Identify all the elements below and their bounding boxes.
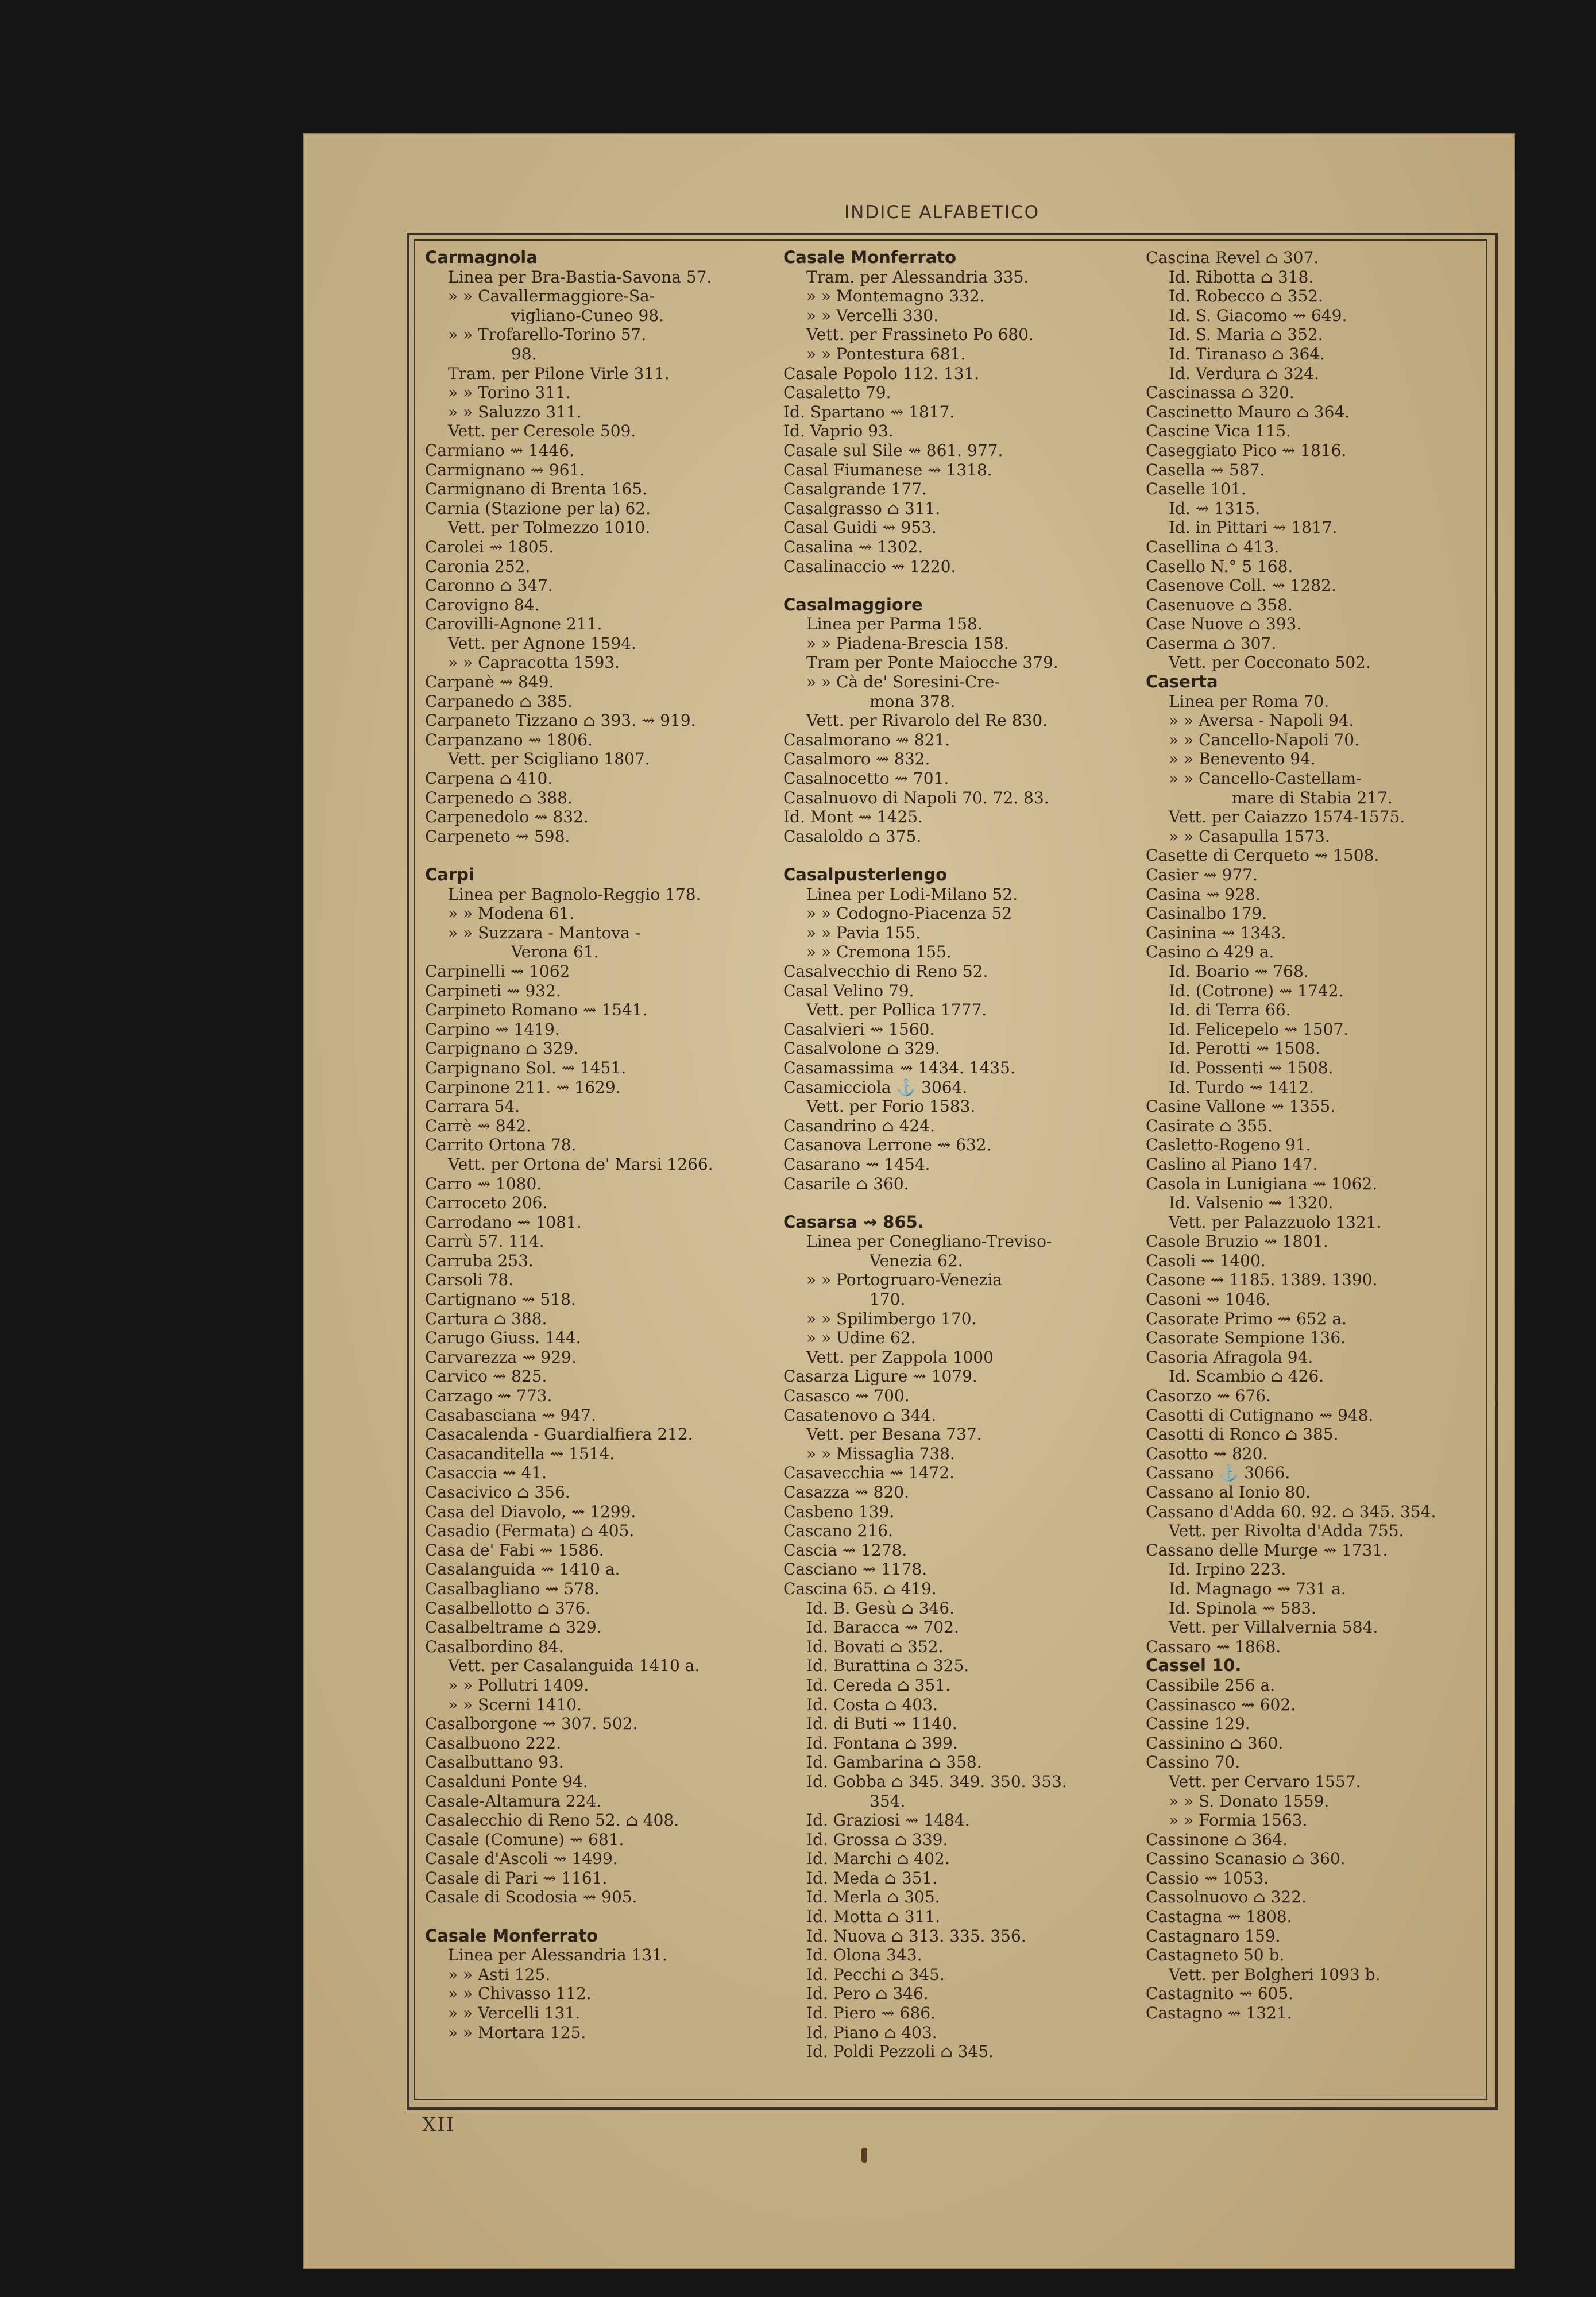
index-entry: Id. Costa ⌂ 403. <box>806 1695 938 1714</box>
index-entry: Id. Tiranaso ⌂ 364. <box>1169 344 1325 364</box>
index-entry: Carpineti ⇝ 932. <box>425 981 561 1000</box>
index-entry: Carpaneto Tizzano ⌂ 393. ⇝ 919. <box>425 711 696 730</box>
index-entry: Carsoli 78. <box>425 1270 514 1290</box>
index-entry: » » Benevento 94. <box>1169 749 1316 769</box>
index-entry: Carpinelli ⇝ 1062 <box>425 961 570 981</box>
index-entry: Carpenedolo ⇝ 832. <box>425 807 589 827</box>
index-entry: Casazza ⇝ 820. <box>783 1483 909 1502</box>
index-entry: Cascine Vica 115. <box>1146 421 1291 441</box>
index-heading: Casale Monferrato <box>783 248 957 267</box>
index-entry: Casale sul Sile ⇝ 861. 977. <box>783 440 1003 460</box>
index-entry: Id. Spartano ⇝ 1817. <box>783 402 955 421</box>
index-entry: » » Montemagno 332. <box>806 287 985 306</box>
index-entry: Cassolnuovo ⌂ 322. <box>1146 1888 1307 1907</box>
index-entry: Tram per Ponte Maiocche 379. <box>806 653 1058 672</box>
spacer <box>783 576 1128 595</box>
index-entry: Casale d'Ascoli ⇝ 1499. <box>425 1849 618 1869</box>
index-entry: Cascina Revel ⌂ 307. <box>1146 248 1319 267</box>
index-entry: Tram. per Pilone Virle 311. <box>448 364 670 383</box>
index-entry: Casoni ⇝ 1046. <box>1146 1290 1271 1309</box>
index-entry: Id. in Pittari ⇝ 1817. <box>1169 518 1338 537</box>
index-heading: Casalpusterlengo <box>783 865 948 884</box>
index-entry: » » Casapulla 1573. <box>1169 826 1330 846</box>
index-entry: Caronno ⌂ 347. <box>425 576 553 595</box>
index-entry: » » Cà de' Soresini-Cre- <box>806 672 1000 692</box>
index-entry: Casirate ⌂ 355. <box>1146 1116 1273 1135</box>
index-entry: Id. Gambarina ⌂ 358. <box>806 1753 982 1772</box>
index-entry: Id. Turdo ⇝ 1412. <box>1169 1077 1315 1097</box>
index-entry: 170. <box>870 1290 906 1309</box>
index-entry: Carpenedo ⌂ 388. <box>425 788 573 807</box>
index-entry: Casarano ⇝ 1454. <box>783 1154 930 1174</box>
index-entry: » » Piadena-Brescia 158. <box>806 633 1009 653</box>
index-entry: Casinina ⇝ 1343. <box>1146 923 1286 942</box>
index-entry: Id. Magnago ⇝ 731 a. <box>1169 1579 1346 1598</box>
index-entry: Id. Ribotta ⌂ 318. <box>1169 267 1314 287</box>
index-entry: Cartura ⌂ 388. <box>425 1309 547 1328</box>
index-entry: Castagna ⇝ 1808. <box>1146 1907 1292 1927</box>
index-entry: vigliano-Cuneo 98. <box>511 306 664 325</box>
index-heading: Cassel 10. <box>1146 1656 1242 1676</box>
index-entry: Id. Felicepelo ⇝ 1507. <box>1169 1019 1349 1039</box>
index-entry: Vett. per Villalvernia 584. <box>1169 1618 1378 1637</box>
index-entry: Vett. per Besana 737. <box>806 1425 982 1444</box>
index-entry: Vett. per Frassineto Po 680. <box>806 325 1034 345</box>
index-entry: Id. Pecchi ⌂ 345. <box>806 1965 945 1984</box>
index-entry: Carugo Giuss. 144. <box>425 1328 581 1348</box>
index-entry: Id. Vaprio 93. <box>783 421 894 441</box>
index-entry: Casello N.° 5 168. <box>1146 556 1293 576</box>
index-entry: Vett. per Caiazzo 1574-1575. <box>1169 807 1405 827</box>
index-entry: Casandrino ⌂ 424. <box>783 1116 935 1135</box>
index-entry: Casa del Diavolo, ⇝ 1299. <box>425 1502 636 1521</box>
index-entry: Casalbagliano ⇝ 578. <box>425 1579 600 1598</box>
index-entry: Casalvecchio di Reno 52. <box>783 961 988 981</box>
spacer <box>783 1193 1128 1213</box>
index-entry: Cartignano ⇝ 518. <box>425 1290 576 1309</box>
index-entry: Id. Pero ⌂ 346. <box>806 1984 929 2004</box>
index-entry: » » Capracotta 1593. <box>448 653 620 672</box>
index-entry: Casasco ⇝ 700. <box>783 1386 910 1406</box>
index-entry: Id. Baracca ⇝ 702. <box>806 1618 959 1637</box>
index-entry: Casaccia ⇝ 41. <box>425 1463 547 1483</box>
index-entry: Casola in Lunigiana ⇝ 1062. <box>1146 1174 1378 1193</box>
index-entry: Id. Graziosi ⇝ 1484. <box>806 1811 970 1830</box>
index-entry: Vett. per Agnone 1594. <box>448 633 637 653</box>
index-entry: Id. Irpino 223. <box>1169 1560 1286 1579</box>
index-entry: Vett. per Ortona de' Marsi 1266. <box>448 1154 713 1174</box>
index-entry: Id. Spinola ⇝ 583. <box>1169 1598 1316 1618</box>
spacer <box>425 846 770 865</box>
index-entry: Cassio ⇝ 1053. <box>1146 1868 1269 1888</box>
index-entry: Vett. per Scigliano 1807. <box>448 749 650 769</box>
index-entry: Carroceto 206. <box>425 1193 548 1213</box>
index-entry: Cassino Scanasio ⌂ 360. <box>1146 1849 1346 1869</box>
index-entry: Carpanedo ⌂ 385. <box>425 691 573 711</box>
index-entry: Casaletto 79. <box>783 383 891 403</box>
index-entry: Casalvieri ⇝ 1560. <box>783 1019 935 1039</box>
index-entry: Caserma ⌂ 307. <box>1146 633 1277 653</box>
index-entry: » » Modena 61. <box>448 904 575 923</box>
index-entry: Cassano d'Adda 60. 92. ⌂ 345. 354. <box>1146 1502 1436 1521</box>
index-entry: Id. Mont ⇝ 1425. <box>783 807 923 827</box>
index-entry: Id. Motta ⌂ 311. <box>806 1907 941 1927</box>
index-entry: Linea per Bra-Bastia-Savona 57. <box>448 267 712 287</box>
index-entry: Casalbeltrame ⌂ 329. <box>425 1618 602 1637</box>
index-entry: Casacalenda - Guardialfiera 212. <box>425 1425 693 1444</box>
index-entry: » » S. Donato 1559. <box>1169 1791 1330 1811</box>
index-entry: Vett. per Rivolta d'Adda 755. <box>1169 1521 1404 1541</box>
index-entry: Id. B. Gesù ⌂ 346. <box>806 1598 955 1618</box>
index-entry: Id. Piano ⌂ 403. <box>806 2023 937 2042</box>
index-entry: » » Udine 62. <box>806 1328 916 1348</box>
index-entry: Id. Olona 343. <box>806 1946 922 1965</box>
index-entry: Vett. per Ceresole 509. <box>448 421 636 441</box>
index-entry: Casabasciana ⇝ 947. <box>425 1405 596 1425</box>
index-entry: Carovilli-Agnone 211. <box>425 614 602 634</box>
index-entry: Carmignano ⇝ 961. <box>425 460 585 479</box>
index-entry: Id. Bovati ⌂ 352. <box>806 1637 944 1656</box>
index-entry: Casaloldo ⌂ 375. <box>783 826 922 846</box>
index-entry: Carnia (Stazione per la) 62. <box>425 498 651 518</box>
index-entry: Id. Piero ⇝ 686. <box>806 2004 936 2023</box>
index-entry: Casier ⇝ 977. <box>1146 865 1258 884</box>
index-entry: » » Vercelli 330. <box>806 306 939 325</box>
index-entry: Carvico ⇝ 825. <box>425 1367 547 1386</box>
index-entry: Casarza Ligure ⇝ 1079. <box>783 1367 977 1386</box>
index-entry: Vett. per Tolmezzo 1010. <box>448 518 651 537</box>
index-heading: Caserta <box>1146 672 1218 692</box>
index-entry: Carpignano ⌂ 329. <box>425 1039 579 1058</box>
index-entry: Carvarezza ⇝ 929. <box>425 1347 577 1367</box>
index-entry: Casina ⇝ 928. <box>1146 884 1261 904</box>
index-entry: Cascinetto Mauro ⌂ 364. <box>1146 402 1350 421</box>
index-entry: Casalanguida ⇝ 1410 a. <box>425 1560 620 1579</box>
index-entry: Cassinasco ⇝ 602. <box>1146 1695 1296 1714</box>
index-entry: » » Pontestura 681. <box>806 344 966 364</box>
index-entry: Carmignano di Brenta 165. <box>425 479 647 499</box>
index-entry: Cassano delle Murge ⇝ 1731. <box>1146 1540 1388 1560</box>
index-entry: » » Codogno-Piacenza 52 <box>806 904 1013 923</box>
index-entry: Casavecchia ⇝ 1472. <box>783 1463 955 1483</box>
index-entry: mare di Stabia 217. <box>1232 788 1393 807</box>
index-entry: Casanova Lerrone ⇝ 632. <box>783 1135 992 1155</box>
index-entry: Id. Nuova ⌂ 313. 335. 356. <box>806 1926 1026 1946</box>
index-entry: Carro ⇝ 1080. <box>425 1174 542 1193</box>
index-entry: Id. Perotti ⇝ 1508. <box>1169 1039 1321 1058</box>
index-entry: » » Chivasso 112. <box>448 1984 592 2004</box>
index-entry: Id. Merla ⌂ 305. <box>806 1888 940 1907</box>
ink-mark <box>861 2148 867 2163</box>
index-entry: Id. Cereda ⌂ 351. <box>806 1675 950 1695</box>
index-entry: Casalbuttano 93. <box>425 1753 564 1772</box>
index-entry: Id. ⇝ 1315. <box>1169 498 1261 518</box>
index-entry: Casa de' Fabi ⇝ 1586. <box>425 1540 604 1560</box>
index-entry: Casalnocetto ⇝ 701. <box>783 769 949 788</box>
index-entry: Id. Grossa ⌂ 339. <box>806 1830 948 1849</box>
index-entry: Cassano al Ionio 80. <box>1146 1483 1311 1502</box>
index-entry: Linea per Roma 70. <box>1169 691 1330 711</box>
index-entry: Cascia ⇝ 1278. <box>783 1540 907 1560</box>
index-entry: Casone ⇝ 1185. 1389. 1390. <box>1146 1270 1378 1290</box>
index-entry: Carpeneto ⇝ 598. <box>425 826 570 846</box>
index-entry: Carpineto Romano ⇝ 1541. <box>425 1000 648 1020</box>
index-entry: » » Scerni 1410. <box>448 1695 582 1714</box>
page-header-title: INDICE ALFABETICO <box>844 202 1040 223</box>
index-entry: Casotto ⇝ 820. <box>1146 1444 1268 1463</box>
index-entry: Carovigno 84. <box>425 595 540 614</box>
index-entry: » » Cavallermaggiore-Sa- <box>448 287 655 306</box>
index-entry: » » Suzzara - Mantova - <box>448 923 641 942</box>
index-column-3 <box>1146 248 1490 2023</box>
index-entry: Linea per Conegliano-Treviso- <box>806 1232 1052 1251</box>
index-entry: Casal Fiumanese ⇝ 1318. <box>783 460 992 479</box>
index-entry: Id. Gobba ⌂ 345. 349. 350. 353. <box>806 1772 1067 1791</box>
index-entry: Casalbuono 222. <box>425 1733 562 1753</box>
index-entry: Casletto-Rogeno 91. <box>1146 1135 1311 1155</box>
index-entry: » » Trofarello-Torino 57. <box>448 325 647 345</box>
index-entry: Cassaro ⇝ 1868. <box>1146 1637 1281 1656</box>
index-entry: Case Nuove ⌂ 393. <box>1146 614 1302 634</box>
index-entry: » » Cremona 155. <box>806 942 952 962</box>
index-entry: » » Aversa - Napoli 94. <box>1169 711 1354 730</box>
index-entry: » » Spilimbergo 170. <box>806 1309 977 1328</box>
index-entry: Casalgrasso ⌂ 311. <box>783 498 941 518</box>
index-entry: Id. Verdura ⌂ 324. <box>1169 364 1319 383</box>
index-entry: Casalmorano ⇝ 821. <box>783 730 950 749</box>
index-entry: Id. Marchi ⌂ 402. <box>806 1849 950 1869</box>
index-entry: » » Cancello-Castellam- <box>1169 769 1362 788</box>
index-entry: Carpanè ⇝ 849. <box>425 672 554 692</box>
index-entry: Id. Scambio ⌂ 426. <box>1169 1367 1324 1386</box>
index-entry: Carrù 57. 114. <box>425 1232 544 1251</box>
index-entry: Id. S. Giacomo ⇝ 649. <box>1169 306 1347 325</box>
index-entry: Vett. per Forio 1583. <box>806 1097 976 1116</box>
index-entry: Castagno ⇝ 1321. <box>1146 2004 1292 2023</box>
index-entry: Venezia 62. <box>870 1251 963 1270</box>
index-entry: Vett. per Rivarolo del Re 830. <box>806 711 1048 730</box>
index-entry: Casamicciola ⚓ 3064. <box>783 1077 968 1097</box>
index-entry: Cassano ⚓ 3066. <box>1146 1463 1290 1483</box>
index-entry: » » Pollutri 1409. <box>448 1675 589 1695</box>
index-entry: Cassine 129. <box>1146 1714 1250 1734</box>
index-heading: Carmagnola <box>425 248 538 267</box>
index-entry: Caronia 252. <box>425 556 531 576</box>
index-entry: Vett. per Cocconato 502. <box>1169 653 1371 672</box>
index-entry: 98. <box>511 344 537 364</box>
index-entry: Id. di Buti ⇝ 1140. <box>806 1714 957 1734</box>
index-entry: Casenuove ⌂ 358. <box>1146 595 1293 614</box>
index-entry: Id. Possenti ⇝ 1508. <box>1169 1058 1334 1077</box>
index-entry: Cassinino ⌂ 360. <box>1146 1733 1284 1753</box>
index-entry: Carpena ⌂ 410. <box>425 769 553 788</box>
index-entry: Carpignano Sol. ⇝ 1451. <box>425 1058 627 1077</box>
index-entry: Casacivico ⌂ 356. <box>425 1483 570 1502</box>
index-heading: Casale Monferrato <box>425 1925 598 1946</box>
index-entry: Caselle 101. <box>1146 479 1246 499</box>
index-entry: Casarile ⌂ 360. <box>783 1174 909 1193</box>
index-entry: Casalbordino 84. <box>425 1637 564 1656</box>
index-entry: Vett. per Pollica 1777. <box>806 1000 987 1020</box>
index-entry: Casalvolone ⌂ 329. <box>783 1039 940 1058</box>
index-entry: Caslino al Piano 147. <box>1146 1154 1318 1174</box>
index-entry: 354. <box>870 1791 906 1811</box>
index-entry: » » Pavia 155. <box>806 923 921 942</box>
index-entry: Casadio (Fermata) ⌂ 405. <box>425 1521 635 1541</box>
page-number: XII <box>422 2113 455 2136</box>
index-entry: Id. Boario ⇝ 768. <box>1169 961 1309 981</box>
index-entry: » » Missaglia 738. <box>806 1444 955 1463</box>
index-entry: Casinalbo 179. <box>1146 904 1267 923</box>
index-entry: Carpinone 211. ⇝ 1629. <box>425 1077 621 1097</box>
index-entry: Verona 61. <box>511 942 599 962</box>
index-entry: Vett. per Palazzuolo 1321. <box>1169 1212 1382 1232</box>
index-entry: Castagnaro 159. <box>1146 1926 1281 1946</box>
index-entry: Carpanzano ⇝ 1806. <box>425 730 593 749</box>
index-entry: Id. Meda ⌂ 351. <box>806 1868 938 1888</box>
index-entry: Casalecchio di Reno 52. ⌂ 408. <box>425 1811 679 1830</box>
index-heading: Casarsa ⇝ 865. <box>783 1212 924 1232</box>
index-entry: Casorate Primo ⇝ 652 a. <box>1146 1309 1347 1328</box>
index-entry: Casacanditella ⇝ 1514. <box>425 1444 615 1463</box>
index-entry: Vett. per Zappola 1000 <box>806 1347 994 1367</box>
index-entry: Id. di Terra 66. <box>1169 1000 1291 1020</box>
index-entry: Casalduni Ponte 94. <box>425 1772 588 1791</box>
index-entry: Carolei ⇝ 1805. <box>425 537 554 556</box>
index-entry: Cascina 65. ⌂ 419. <box>783 1579 937 1598</box>
index-entry: mona 378. <box>870 691 956 711</box>
index-entry: » » Portogruaro-Venezia <box>806 1270 1003 1290</box>
index-entry: Cassibile 256 a. <box>1146 1675 1276 1695</box>
index-entry: Casalmoro ⇝ 832. <box>783 749 930 769</box>
index-entry: Cassino 70. <box>1146 1753 1241 1772</box>
index-entry: Casciano ⇝ 1178. <box>783 1560 928 1579</box>
index-entry: Casale di Scodosia ⇝ 905. <box>425 1888 637 1907</box>
index-entry: Carrè ⇝ 842. <box>425 1116 532 1135</box>
index-entry: Vett. per Cervaro 1557. <box>1169 1772 1361 1791</box>
index-entry: Castagnito ⇝ 605. <box>1146 1984 1294 2004</box>
index-heading: Carpi <box>425 865 474 884</box>
index-entry: Casoria Afragola 94. <box>1146 1347 1313 1367</box>
index-entry: » » Cancello-Napoli 70. <box>1169 730 1360 749</box>
index-entry: Casorzo ⇝ 676. <box>1146 1386 1271 1406</box>
index-entry: Id. Poldi Pezzoli ⌂ 345. <box>806 2042 994 2062</box>
index-entry: Casalbellotto ⌂ 376. <box>425 1598 591 1618</box>
index-entry: Id. Robecco ⌂ 352. <box>1169 287 1323 306</box>
index-entry: Casenove Coll. ⇝ 1282. <box>1146 576 1336 595</box>
index-entry: Vett. per Casalanguida 1410 a. <box>448 1656 700 1676</box>
index-entry: Carrara 54. <box>425 1097 520 1116</box>
index-entry: Carmiano ⇝ 1446. <box>425 440 575 460</box>
index-entry: » » Vercelli 131. <box>448 2004 581 2023</box>
index-entry: Caseggiato Pico ⇝ 1816. <box>1146 440 1347 460</box>
index-entry: Casamassima ⇝ 1434. 1435. <box>783 1058 1015 1077</box>
index-entry: Carrodano ⇝ 1081. <box>425 1212 582 1232</box>
index-entry: » » Torino 311. <box>448 383 571 403</box>
index-entry: Carzago ⇝ 773. <box>425 1386 552 1406</box>
index-entry: » » Saluzzo 311. <box>448 402 582 421</box>
index-entry: Cascinassa ⌂ 320. <box>1146 383 1294 403</box>
index-entry: Id. Fontana ⌂ 399. <box>806 1733 958 1753</box>
index-entry: Casal Velino 79. <box>783 981 914 1000</box>
index-entry: » » Mortara 125. <box>448 2023 586 2042</box>
index-entry: Casette di Cerqueto ⇝ 1508. <box>1146 846 1379 865</box>
index-column-2 <box>783 248 1128 2062</box>
index-entry: Id. Burattina ⌂ 325. <box>806 1656 969 1676</box>
index-entry: Castagneto 50 b. <box>1146 1946 1285 1965</box>
index-entry: Casotti di Cutignano ⇝ 948. <box>1146 1405 1374 1425</box>
index-entry: Casale-Altamura 224. <box>425 1791 602 1811</box>
spacer <box>425 1907 770 1927</box>
index-entry: Casino ⌂ 429 a. <box>1146 942 1274 962</box>
index-entry: » » Asti 125. <box>448 1965 551 1984</box>
index-column-1 <box>425 248 770 2042</box>
index-entry: Casella ⇝ 587. <box>1146 460 1265 479</box>
index-entry: Tram. per Alessandria 335. <box>806 267 1029 287</box>
spacer <box>783 846 1128 865</box>
index-entry: Id. (Cotrone) ⇝ 1742. <box>1169 981 1344 1000</box>
index-entry: Cassinone ⌂ 364. <box>1146 1830 1288 1849</box>
index-entry: Casole Bruzio ⇝ 1801. <box>1146 1232 1328 1251</box>
index-entry: Linea per Parma 158. <box>806 614 983 634</box>
index-entry: Cascano 216. <box>783 1521 893 1541</box>
index-entry: Casalina ⇝ 1302. <box>783 537 923 556</box>
index-entry: Casalborgone ⇝ 307. 502. <box>425 1714 638 1734</box>
index-entry: Linea per Alessandria 131. <box>448 1946 667 1965</box>
index-entry: Casale di Pari ⇝ 1161. <box>425 1868 608 1888</box>
index-entry: Casotti di Ronco ⌂ 385. <box>1146 1425 1339 1444</box>
index-entry: Carrito Ortona 78. <box>425 1135 577 1155</box>
index-entry: Casal Guidi ⇝ 953. <box>783 518 937 537</box>
index-entry: Casoli ⇝ 1400. <box>1146 1251 1266 1270</box>
index-entry: Casale Popolo 112. 131. <box>783 364 980 383</box>
index-heading: Casalmaggiore <box>783 594 923 614</box>
index-entry: Casellina ⌂ 413. <box>1146 537 1280 556</box>
index-entry: » » Formia 1563. <box>1169 1811 1308 1830</box>
index-entry: Casbeno 139. <box>783 1502 895 1521</box>
index-entry: Id. Valsenio ⇝ 1320. <box>1169 1193 1334 1213</box>
index-entry: Linea per Lodi-Milano 52. <box>806 884 1018 904</box>
index-entry: Casatenovo ⌂ 344. <box>783 1405 937 1425</box>
index-entry: Id. S. Maria ⌂ 352. <box>1169 325 1323 345</box>
index-entry: Casalgrande 177. <box>783 479 927 499</box>
index-entry: Carruba 253. <box>425 1251 534 1270</box>
index-entry: Casale (Comune) ⇝ 681. <box>425 1830 624 1849</box>
index-entry: Carpino ⇝ 1419. <box>425 1019 560 1039</box>
index-entry: Casalnuovo di Napoli 70. 72. 83. <box>783 788 1049 807</box>
index-entry: Casine Vallone ⇝ 1355. <box>1146 1097 1336 1116</box>
index-entry: Casalinaccio ⇝ 1220. <box>783 556 956 576</box>
index-entry: Casorate Sempione 136. <box>1146 1328 1346 1348</box>
index-entry: Vett. per Bolgheri 1093 b. <box>1169 1965 1381 1984</box>
index-entry: Linea per Bagnolo-Reggio 178. <box>448 884 701 904</box>
